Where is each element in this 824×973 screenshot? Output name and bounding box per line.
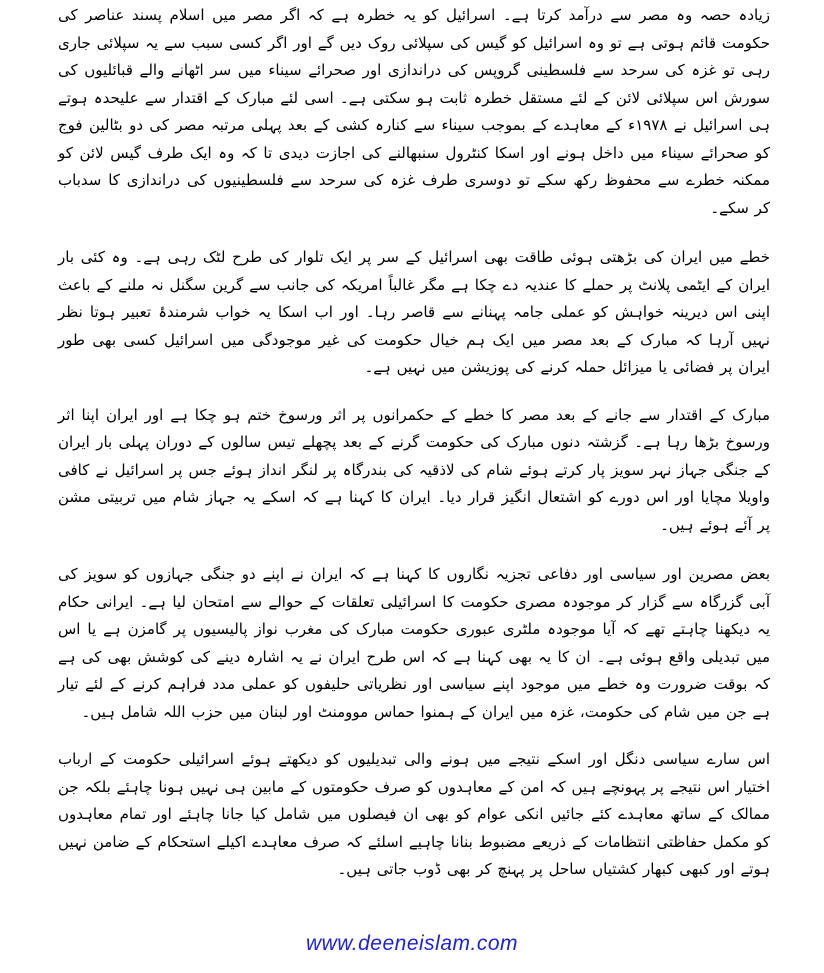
paragraph-iran-threat: خطے میں ایران کی بڑھتی ہوئی طاقت بھی اسرائیل کے سر پر ایک تلوار کی طرح لٹک رہی ہے۔ وہ کئی بار ایران کے ایٹمی پلانٹ پر حملے کا عندیہ دے چکا ہے مگر غالباً امریکہ کی جانب سے گرین سگنل نہ ملنے کے باعث اپنی اس دیرینہ خواہش کو عملی جامہ پہنانے سے قاصر رہا۔ اور اب اسکا یہ خواب شرمندۂ تعبیر ہوتا نظر نہیں آرہا کہ مبارک کے بعد مصر میں ایک ہم خیال حکومت کی غیر موجودگی میں اسرائیل کسی بھی طور ایران پر فضائی یا میزائل حملہ کرنے کی پوزیشن میں نہیں ہے۔ — [58, 248, 770, 376]
paragraph-iran-influence: مبارک کے اقتدار سے جانے کے بعد مصر کا خطے کے حکمرانوں پر اثر ورسوخ ختم ہو چکا ہے اور ایران اپنا اثر ورسوخ بڑھا رہا ہے۔ گزشتہ دنوں مبارک کی حکومت گرنے کے بعد پچھلے تیس سالوں کے دوران پہلی بار ایران کے جنگی جہاز نہر سویز پار کرتے ہوئے شام کی لاذقیہ کی بندرگاہ پر لنگر انداز ہوئے جس پر اسرائیل نے کافی واویلا مچایا اور اس دورے کو اشتعال انگیز قرار دیا۔ ایران کا کہنا ہے کہ اسکے یہ جہاز شام میں تربیتی مشن پر آئے ہوئے ہیں۔ — [58, 405, 770, 534]
footer-website-link[interactable]: www.deeneislam.com — [305, 932, 519, 955]
paragraph-analysts-view: بعض مصرین اور سیاسی اور دفاعی تجزیہ نگاروں کا کہنا ہے کہ ایران نے اپنے دو جنگی جہازوں کو سویز کی آبی گزرگاہ سے گزار کر موجودہ مصری حکومت کا اسرائیلی تعلقات کے حوالے سے امتحان لیا ہے۔ ایرانی حکام یہ دیکھنا چاہتے تھے کہ آیا موجودہ ملٹری عبوری حکومت مبارک کی مغرب نواز پالیسیوں پر گامزن ہے یا اس میں تبدیلی واقع ہوئی ہے۔ ان کا یہ بھی کہنا ہے کہ اس طرح ایران نے یہ اشارہ دینے کی کوشش بھی کی ہے کہ بوقت ضرورت وہ خطے میں موجود اپنے سیاسی اور نظریاتی حلیفوں کو عملی مدد فراہم کرنے کے لئے تیار ہے جن میں شام کی حکومت، غزہ میں ایران کے ہمنوا حماس موومنٹ اور لبنان میں حزب اللہ شامل ہیں۔ — [58, 565, 770, 721]
paragraph-gas-supply: زیادہ حصہ وہ مصر سے درآمد کرتا ہے۔ اسرائیل کو یہ خطرہ ہے کہ اگر مصر میں اسلام پسند عناصر کی حکومت قائم ہوتی ہے تو وہ اسرائیل کو گیس کی سپلائی روک دیں گے اور اگر کسی سبب سے یہ سپلائی جاری رہی تو غزہ کی سرحد سے فلسطینی گروپس کی دراندازی اور صحرائے سیناء میں سر اٹھانے والے قبائلیوں کی سورش اس سپلائی لائن کے لئے مستقل خطرہ ثابت ہو سکتی ہے۔ اسی لئے مبارک کے اقتدار سے علیحدہ ہوتے ہی اسرائیل نے ۱۹۷۸ء کے معاہدے کے بموجب سیناء سے کنارہ کشی کے بعد پہلی مرتبہ مصر کی دو بٹالین فوج کو صحرائے سیناء میں داخل ہونے اور اسکا کنٹرول سنبھالنے کی اجازت دیدی تا کہ وہ ایک طرف گیس لائن کو ممکنہ خطرے سے محفوظ رکھ سکے تو دوسری طرف غزہ کی سرحد سے فلسطینیوں کی دراندازی کا سدباب کر سکے۔ — [58, 6, 770, 217]
paragraph-conclusion: اس سارے سیاسی دنگل اور اسکے نتیجے میں ہونے والی تبدیلیوں کو دیکھتے ہوئے اسرائیلی حکومت کے ارباب اختیار اس نتیجے پر پہونچے ہیں کہ امن کے معاہدوں کو صرف حکومتوں کے مابین ہی نہیں ہونا چاہئے بلکہ جن ممالک کے ساتھ معاہدے کئے جائیں انکی عوام کو بھی ان فیصلوں میں شامل کیا جانا چاہئے اور تمام معاہدوں کو مکمل حفاظتی انتظامات کے ذریعے مضبوط بنانا چاہیے اسلئے کہ صرف معاہدے اکیلے استحکام کے ضامن نہیں ہوتے اور کبھی کبھار کشتیاں ساحل پر پہنچ کر بھی ڈوب جاتی ہیں۔ — [58, 750, 770, 878]
article-body — [58, 2, 770, 927]
